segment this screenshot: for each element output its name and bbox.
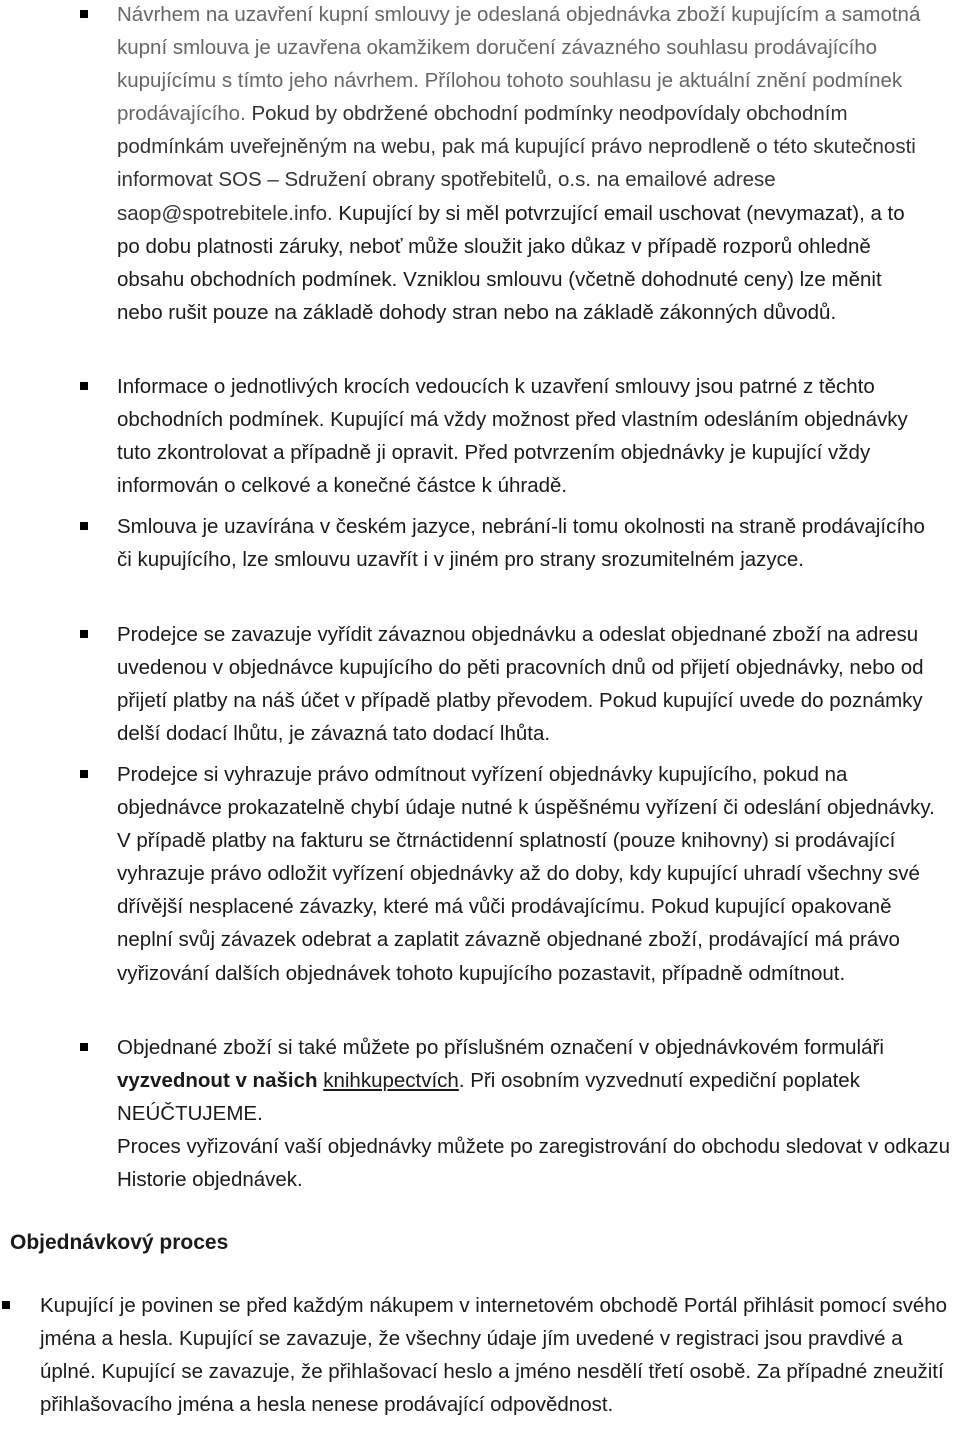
list-item-3: Smlouva je uzavírána v českém jazyce, nebrání-li tomu okolnosti na straně prodávajícího či kupujícího, lze smlouvu uzavřít i v jiném pro strany srozumitelném jazyce. xyxy=(117,515,925,572)
list-item-6-line-2: Proces vyřizování vaší objednávky můžete po zaregistrování do obchodu sledovat v odkazu Historie objednávek. xyxy=(117,1135,950,1192)
list-item-2: Informace o jednotlivých krocích vedoucích k uzavření smlouvy jsou patrné z těchto obchodních podmínek. Kupující má vždy možnost před vlastním odesláním objednávky tuto zkontrolovat a případně ji opravit. Před potvrzením objednávky je kupující vždy informován o celkové a konečné částce k úhradě. xyxy=(117,375,908,498)
list-item-1-part-b: Pokud by obdržené obchodní podmínky neodpovídaly obchodním podmínkám uveřejněným na webu, pak má kupující právo neprodleně o této skutečnosti informovat SOS – Sdružení obrany spotřebitelů, o.s. na emailové adrese saop@spotrebitele.info. xyxy=(117,102,916,225)
bullet-2 xyxy=(80,382,88,390)
list-item-6-text-b: . Při osobním vyzvednutí expediční poplatek NEÚČTUJEME. xyxy=(117,1069,860,1126)
list-item-5: Prodejce si vyhrazuje právo odmítnout vyřízení objednávky kupujícího, pokud na objednávce prokazatelně chybí údaje nutné k úspěšnému vyřízení či odeslání objednávky. V případě platby na fakturu se čtrnáctidenní splatností (pouze knihovny) si prodávající vyhrazuje právo odložit vyřízení objednávky až do doby, kdy kupující uhradí všechny své dřívější nesplacené závazky, které má vůči prodávajícímu. Pokud kupující opakovaně neplní svůj závazek odebrat a zaplatit závazně objednané zboží, prodávající má právo vyřizování dalších objednávek tohoto kupujícího pozastavit, případně odmítnout. xyxy=(117,763,935,985)
bullet-4 xyxy=(80,630,88,638)
list-item-1-part-a: Návrhem na uzavření kupní smlouvy je odeslaná objednávka zboží kupujícím a samotná kupní smlouva je uzavřena okamžikem doručení závazného souhlasu prodávajícího kupujícímu s tímto jeho návrhem. Přílohou tohoto souhlasu je aktuální znění podmínek prodávajícího. xyxy=(117,3,921,126)
list-item-4: Prodejce se zavazuje vyřídit závaznou objednávku a odeslat objednané zboží na adresu uvedenou v objednávce kupujícího do pěti pracovních dnů od přijetí objednávky, nebo od přijetí platby na náš účet v případě platby převodem. Pokud kupující uvede do poznámky delší dodací lhůtu, je závazná tato dodací lhůta. xyxy=(117,623,924,746)
bullet-1 xyxy=(80,10,88,18)
list-item-6-bold: vyzvednout v našich xyxy=(117,1069,318,1093)
list-item-1-part-c: Kupující by si měl potvrzující email uschovat (nevymazat), a to po dobu platnosti záruky, neboť může sloužit jako důkaz v případě rozporů ohledně obsahu obchodních podmínek. Vzniklou smlouvu (včetně dohodnuté ceny) lze měnit nebo rušit pouze na základě dohody stran nebo na základě zákonných důvodů. xyxy=(117,201,905,324)
list-item-7: Kupující je povinen se před každým nákupem v internetovém obchodě Portál přihlásit pomocí svého jména a hesla. Kupující se zavazuje, že všechny údaje jím uvedené v registraci jsou pravdivé a úplné. Kupující se zavazuje, že přihlašovací heslo a jméno nesdělí třetí osobě. Za případné zneužití přihlašovacího jména a hesla nenese prodávající odpovědnost. xyxy=(40,1294,948,1417)
bullet-5 xyxy=(80,770,88,778)
list-item-6-text-a: Objednané zboží si také můžete po příslušném označení v objednávkovém formuláři xyxy=(117,1036,884,1059)
bullet-3 xyxy=(80,522,88,530)
list-item-6 xyxy=(117,1031,957,1196)
section-heading: Objednávkový proces xyxy=(10,1231,229,1254)
bookstores-link[interactable]: knihkupectvích xyxy=(323,1069,459,1093)
bullet-6 xyxy=(80,1043,88,1051)
bullet-7 xyxy=(2,1301,10,1309)
list-item-1 xyxy=(117,0,932,329)
